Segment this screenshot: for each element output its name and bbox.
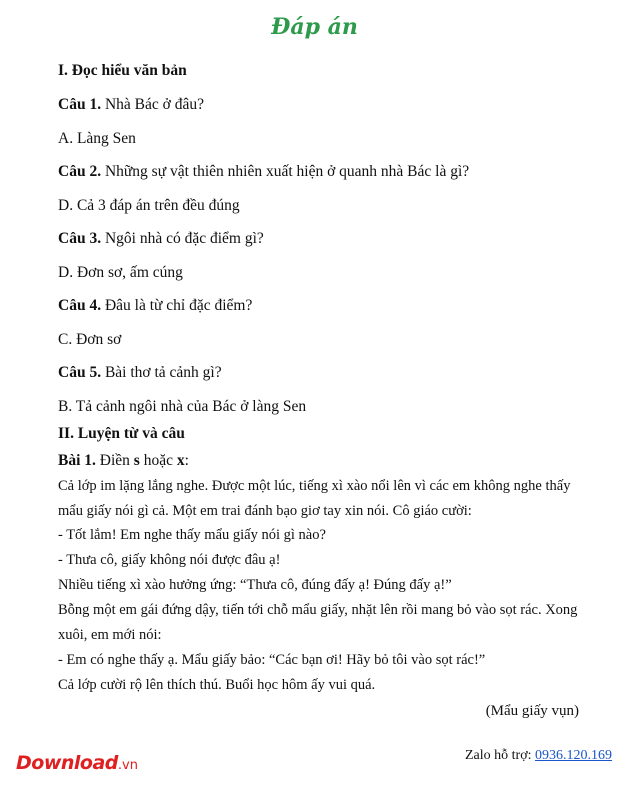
download-logo[interactable]: Download.vn <box>16 752 138 774</box>
question-4: Câu 4. Đâu là từ chỉ đặc điểm? <box>58 297 253 314</box>
passage-line: mẩu giấy nói gì cả. Một em trai đánh bạo giơ tay xin nói. Cô giáo cười: <box>58 503 472 519</box>
signature: (Mẩu giấy vụn) <box>485 703 579 719</box>
passage-line: xuôi, em mới nói: <box>58 627 162 643</box>
section-heading-reading: I. Đọc hiểu văn bản <box>58 62 187 79</box>
answer-1: A. Làng Sen <box>58 130 136 147</box>
passage-line: Cả lớp cười rộ lên thích thú. Buổi học hôm ấy vui quá. <box>58 677 376 693</box>
section-heading-vocabulary: II. Luyện từ và câu <box>58 425 185 442</box>
answer-5: B. Tả cảnh ngôi nhà của Bác ở làng Sen <box>58 398 307 415</box>
passage-line: - Tốt lắm! Em nghe thấy mẩu giấy nói gì nào? <box>58 527 326 543</box>
question-1: Câu 1. Nhà Bác ở đâu? <box>58 96 204 113</box>
answer-4: C. Đơn sơ <box>58 331 122 348</box>
zalo-phone-link[interactable]: 0936.120.169 <box>535 748 612 763</box>
question-2: Câu 2. Những sự vật thiên nhiên xuất hiện ở quanh nhà Bác là gì? <box>58 163 470 180</box>
question-3: Câu 3. Ngôi nhà có đặc điểm gì? <box>58 230 264 247</box>
answer-2: D. Cả 3 đáp án trên đều đúng <box>58 197 240 214</box>
question-5: Câu 5. Bài thơ tả cảnh gì? <box>58 364 222 381</box>
passage-line: - Thưa cô, giấy không nói được đâu ạ! <box>58 552 281 568</box>
answer-3: D. Đơn sơ, ấm cúng <box>58 264 183 281</box>
passage-line: - Em có nghe thấy ạ. Mẩu giấy bảo: “Các bạn ơi! Hãy bỏ tôi vào sọt rác!” <box>58 652 486 668</box>
passage-line: Nhiều tiếng xì xào hưởng ứng: “Thưa cô, đúng đấy ạ! Đúng đấy ạ!” <box>58 577 452 593</box>
page-title: Đáp án <box>271 14 358 40</box>
zalo-support: Zalo hỗ trợ: 0936.120.169 <box>465 748 612 763</box>
passage-line: Bỗng một em gái đứng dậy, tiến tới chỗ mẩu giấy, nhặt lên rồi mang bỏ vào sọt rác. Xong <box>58 602 578 618</box>
exercise-1-instruction: Bài 1. Điền s hoặc x: <box>58 452 189 469</box>
passage-line: Cả lớp im lặng lắng nghe. Được một lúc, tiếng xì xào nổi lên vì các em không nghe thấy <box>58 478 571 494</box>
